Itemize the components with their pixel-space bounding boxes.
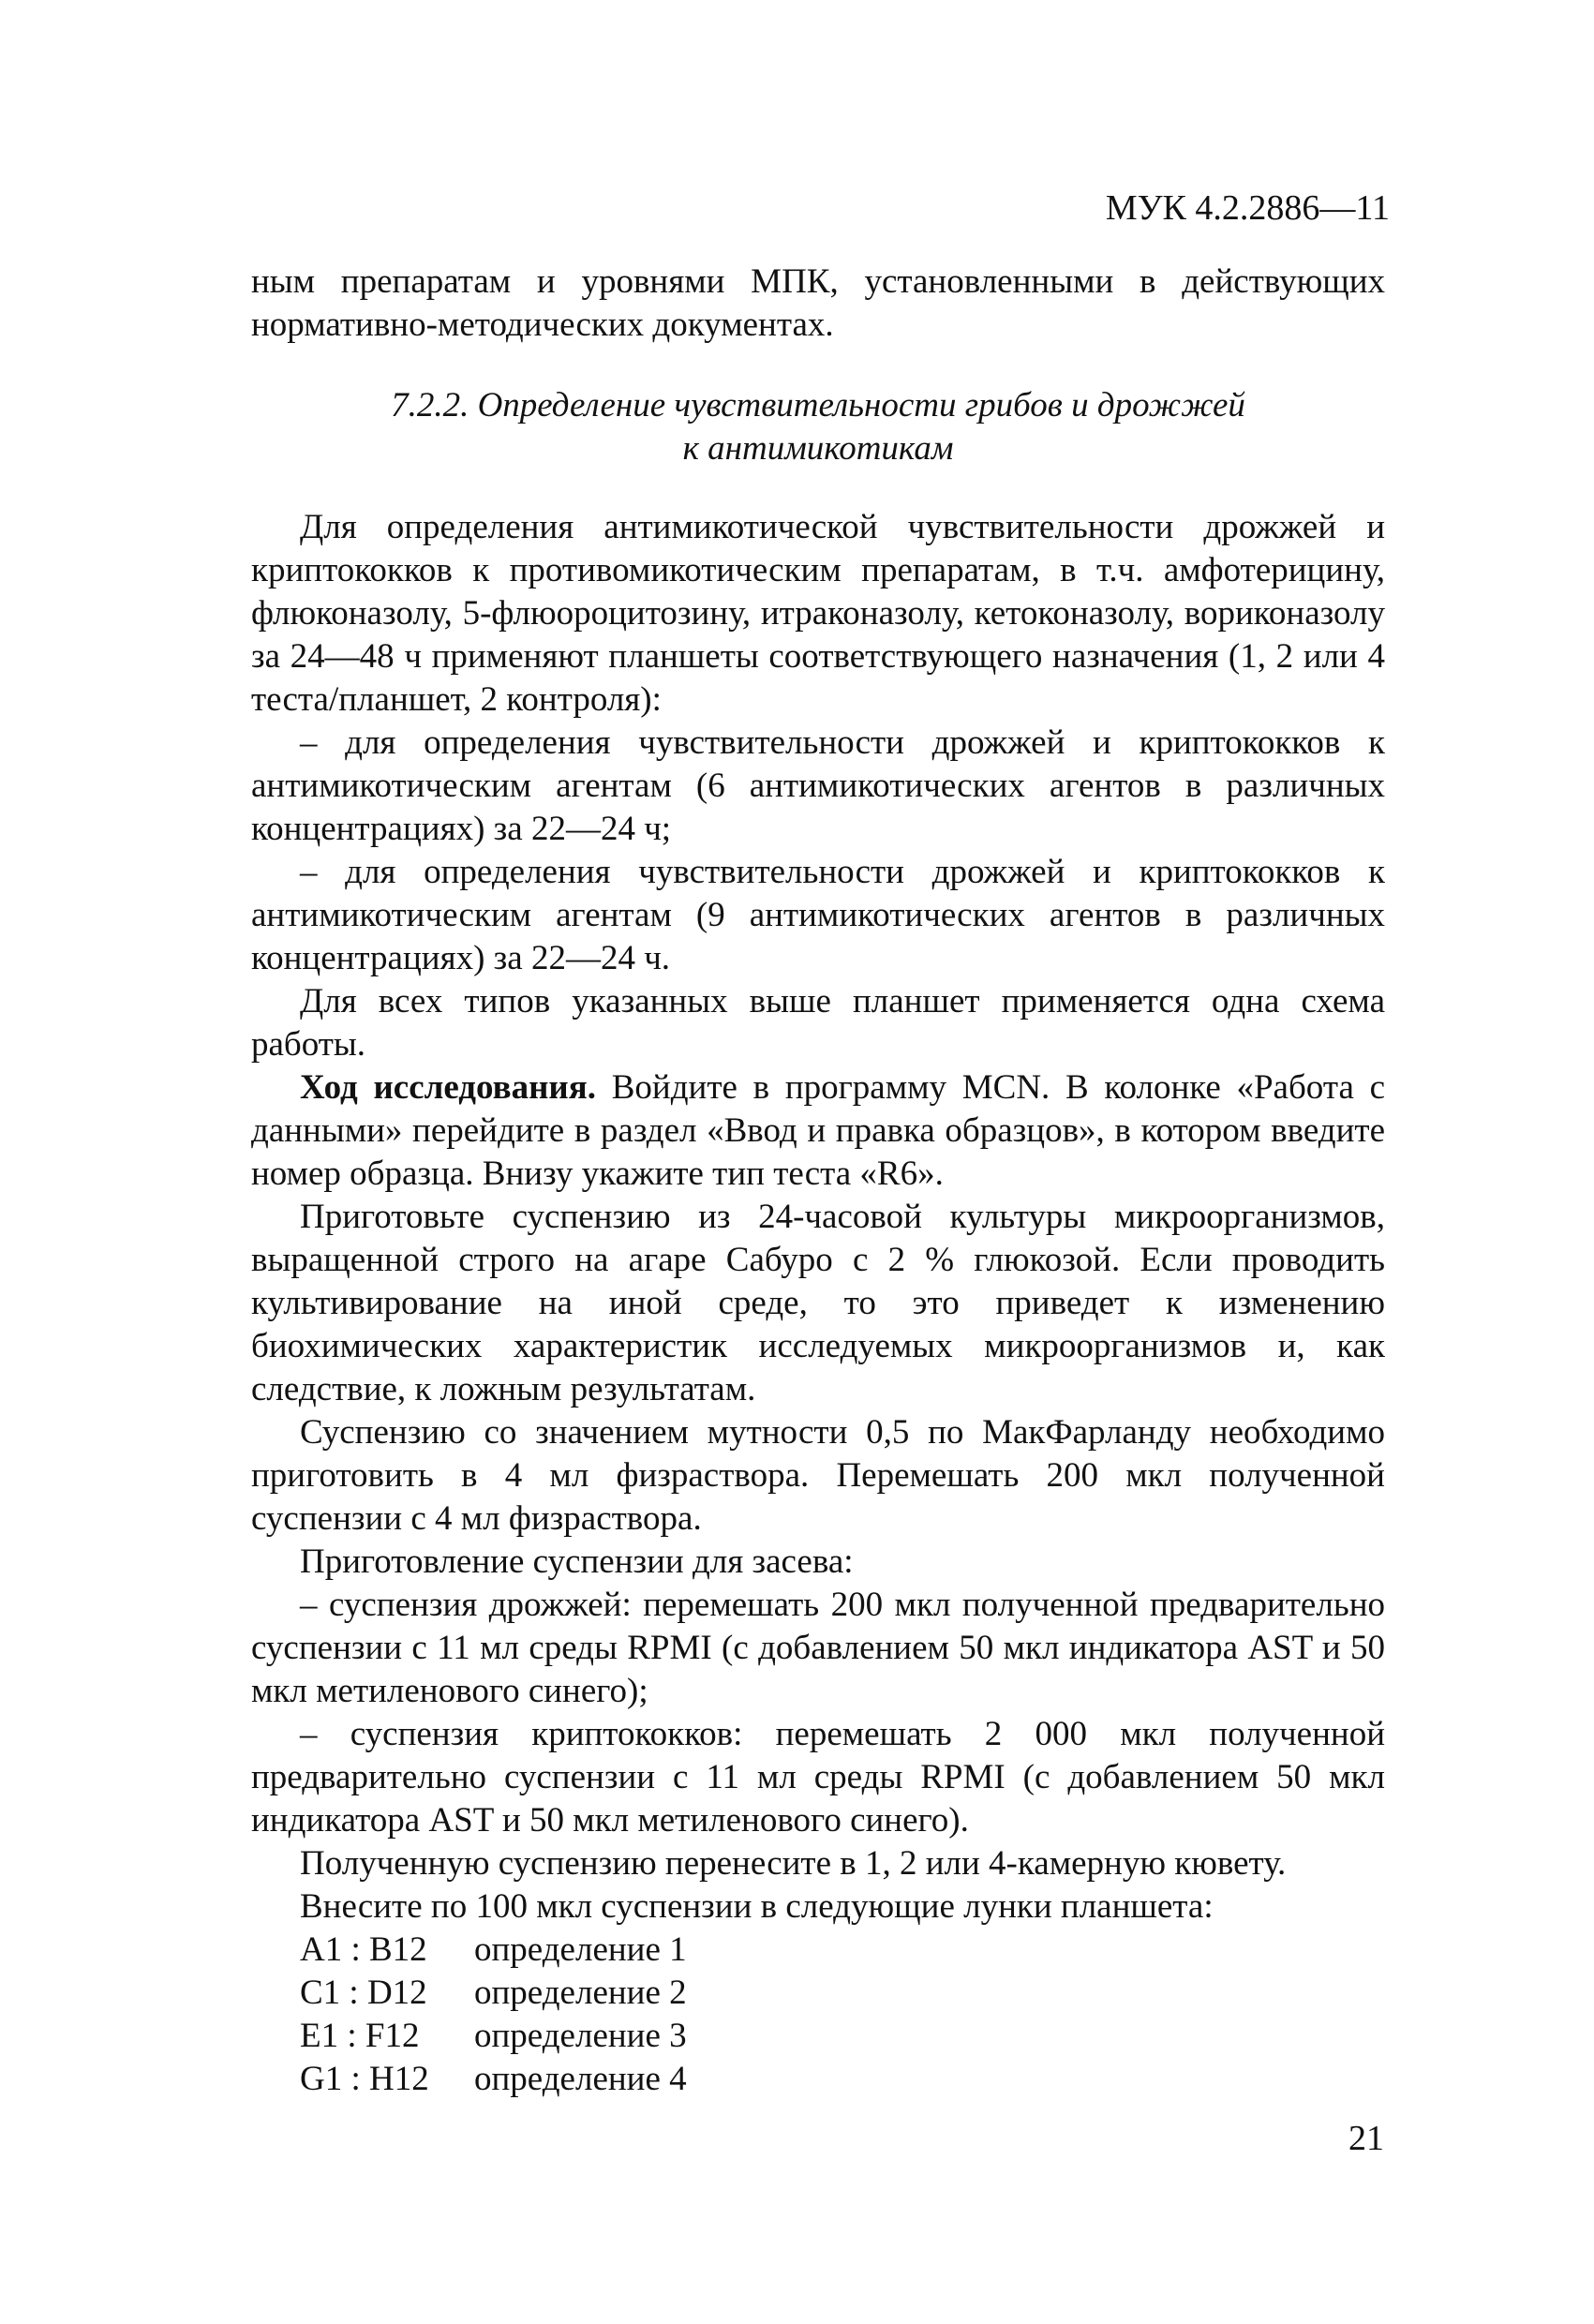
wells-list-item: [300, 1972, 1385, 2015]
paragraph-1: Для определения антимикотической чувствительности дрожжей и криптококков к противомикотическим препаратам, в т.ч. амфотерицину, флюконазолу, 5-флюороцитозину, итраконазолу, кетоконазолу, вориконазолу за 24—48 ч применяют планшеты соответствующего назначения (1, 2 или 4 теста/планшет, 2 контроля):: [251, 508, 1385, 719]
well-label: определение 3: [474, 2017, 687, 2055]
wells-list: [251, 1929, 1385, 2101]
well-label: определение 4: [474, 2060, 687, 2098]
page-number: 21: [1348, 2119, 1384, 2158]
paragraph-6: Приготовьте суспензию из 24-часовой культуры микроорганизмов, выращенной строго на агаре Сабуро с 2 % глюкозой. Если проводить культивирование на иной среде, то это приведет к изменению биохимических характеристик исследуемых микроорганизмов и, как следствие, к ложным результатам.: [251, 1198, 1385, 1408]
procedure-text: Войдите в программу MCN. В колонке «Работа с данными» перейдите в раздел «Ввод и правка образцов», в котором введите номер образца. Внизу укажите тип теста «R6».: [251, 1068, 1385, 1193]
paragraph-7: Суспензию со значением мутности 0,5 по МакФарланду необходимо приготовить в 4 мл физраствора. Перемешать 200 мкл полученной суспензии с 4 мл физраствора.: [251, 1413, 1385, 1538]
wells-list-item: [300, 1929, 1385, 1972]
well-range: G1 : H12: [300, 2060, 429, 2098]
page-content: [251, 261, 1385, 2101]
procedure-heading: Ход исследования.: [300, 1068, 596, 1107]
paragraph-11: Полученную суспензию перенесите в 1, 2 или 4-камерную кювету.: [300, 1844, 1287, 1883]
intro-paragraph: ным препаратам и уровнями МПК, установленными в действующих нормативно-методических документах.: [251, 262, 1385, 344]
paragraph-5: [251, 1066, 1385, 1196]
well-label: определение 2: [474, 1974, 687, 2012]
paragraph-3: – для определения чувствительности дрожжей и криптококков к антимикотическим агентам (9 антимикотических агентов в различных концентрациях) за 22—24 ч.: [251, 853, 1385, 977]
paragraph-8: Приготовление суспензии для засева:: [300, 1542, 854, 1581]
paragraph-4: Для всех типов указанных выше планшет применяется одна схема работы.: [251, 982, 1385, 1064]
well-range: A1 : B12: [300, 1930, 427, 1969]
well-range: E1 : F12: [300, 2017, 420, 2055]
document-code-header: МУК 4.2.2886—11: [1105, 188, 1390, 228]
wells-list-item: [300, 2015, 1385, 2058]
section-title-line-2: к антимикотикам: [682, 429, 954, 468]
wells-list-item: [300, 2058, 1385, 2101]
paragraph-9: – суспензия дрожжей: перемешать 200 мкл полученной предварительно суспензии с 11 мл среды RPMI (с добавлением 50 мкл индикатора AST и 50 мкл метиленового синего);: [251, 1586, 1385, 1710]
section-title-line-1: 7.2.2. Определение чувствительности грибов и дрожжей: [391, 386, 1245, 425]
paragraph-2: – для определения чувствительности дрожжей и криптококков к антимикотическим агентам (6 антимикотических агентов в различных концентрациях) за 22—24 ч;: [251, 723, 1385, 848]
section-title: [251, 384, 1385, 470]
paragraph-12: Внесите по 100 мкл суспензии в следующие лунки планшета:: [300, 1887, 1214, 1926]
well-label: определение 1: [474, 1930, 687, 1969]
well-range: C1 : D12: [300, 1974, 427, 2012]
paragraph-10: – суспензия криптококков: перемешать 2 000 мкл полученной предварительно суспензии с 11 мл среды RPMI (с добавлением 50 мкл индикатора AST и 50 мкл метиленового синего).: [251, 1715, 1385, 1840]
